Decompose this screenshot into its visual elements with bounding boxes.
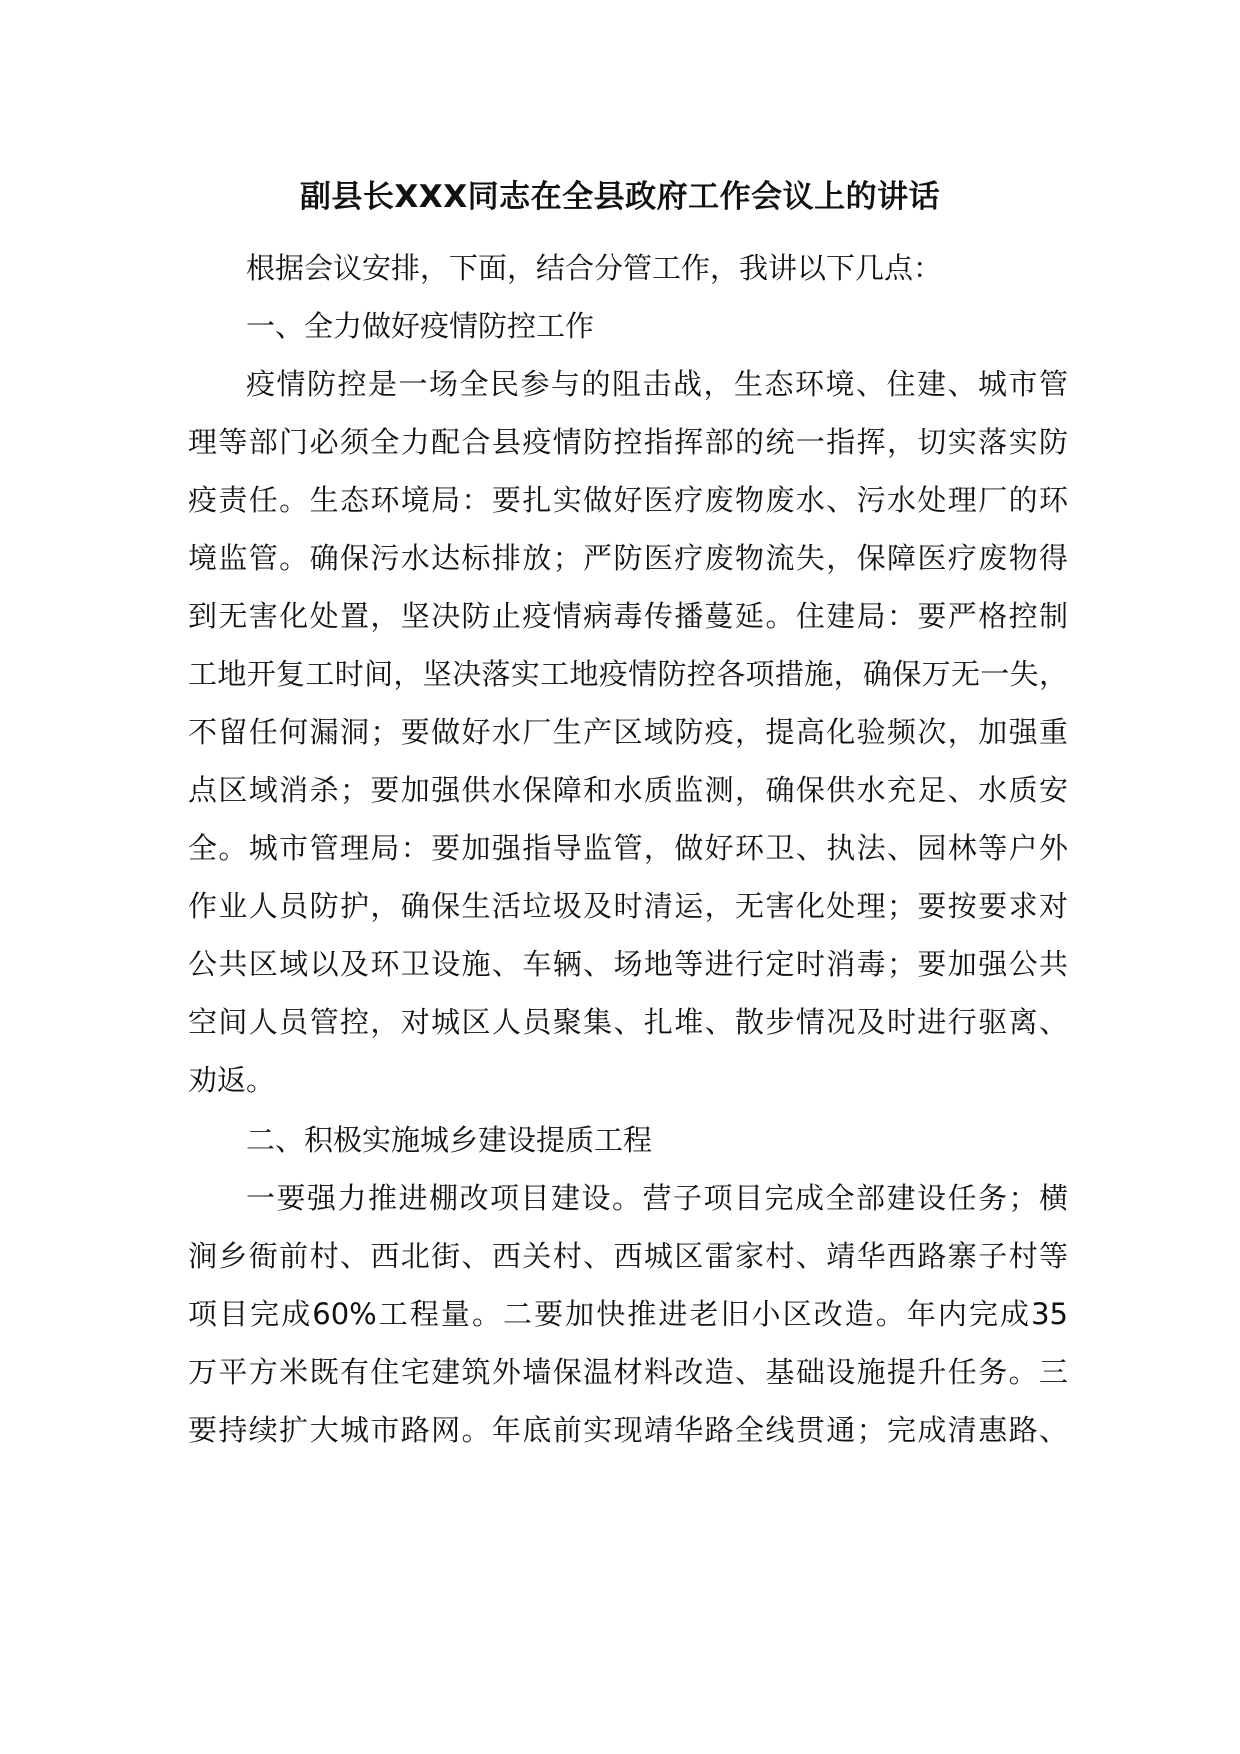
paragraph-line: 一要强力推进棚改项目建设。营子项目完成全部建设任务；横 (246, 1181, 1068, 1215)
paragraph-line: 涧乡衙前村、西北街、西关村、西城区雷家村、靖华西路寨子村等 (188, 1239, 1068, 1273)
paragraph-line: 点区域消杀；要加强供水保障和水质监测，确保供水充足、水质安 (188, 773, 1068, 807)
paragraph-line: 工地开复工时间，坚决落实工地疫情防控各项措施，确保万无一失， (188, 657, 1068, 691)
section-heading-1: 一、全力做好疫情防控工作 (246, 309, 595, 343)
paragraph-line: 疫责任。生态环境局：要扎实做好医疗废物废水、污水处理厂的环 (188, 483, 1068, 517)
paragraph-line: 到无害化处置，坚决防止疫情病毒传播蔓延。住建局：要严格控制 (188, 599, 1068, 633)
paragraph-line: 要持续扩大城市路网。年底前实现靖华路全线贯通；完成清惠路、 (188, 1413, 1068, 1447)
paragraph-line: 万平方米既有住宅建筑外墙保温材料改造、基础设施提升任务。三 (188, 1355, 1068, 1389)
paragraph-line: 劝返。 (188, 1063, 276, 1097)
intro-line: 根据会议安排，下面，结合分管工作，我讲以下几点： (246, 251, 943, 285)
section-heading-2: 二、积极实施城乡建设提质工程 (246, 1123, 653, 1157)
paragraph-line: 境监管。确保污水达标排放；严防医疗废物流失，保障医疗废物得 (188, 541, 1068, 575)
paragraph-line: 疫情防控是一场全民参与的阻击战，生态环境、住建、城市管 (246, 367, 1068, 401)
paragraph-line: 项目完成60%工程量。二要加快推进老旧小区改造。年内完成35 (188, 1297, 1068, 1331)
paragraph-line: 空间人员管控，对城区人员聚集、扎堆、散步情况及时进行驱离、 (188, 1005, 1068, 1039)
paragraph-line: 不留任何漏洞；要做好水厂生产区域防疫，提高化验频次，加强重 (188, 715, 1068, 749)
paragraph-line: 公共区域以及环卫设施、车辆、场地等进行定时消毒；要加强公共 (188, 947, 1068, 981)
paragraph-line: 作业人员防护，确保生活垃圾及时清运，无害化处理；要按要求对 (188, 889, 1068, 923)
paragraph-line: 理等部门必须全力配合县疫情防控指挥部的统一指挥，切实落实防 (188, 425, 1068, 459)
paragraph-line: 全。城市管理局：要加强指导监管，做好环卫、执法、园林等户外 (188, 831, 1068, 865)
document-title: 副县长XXX同志在全县政府工作会议上的讲话 (299, 179, 941, 215)
